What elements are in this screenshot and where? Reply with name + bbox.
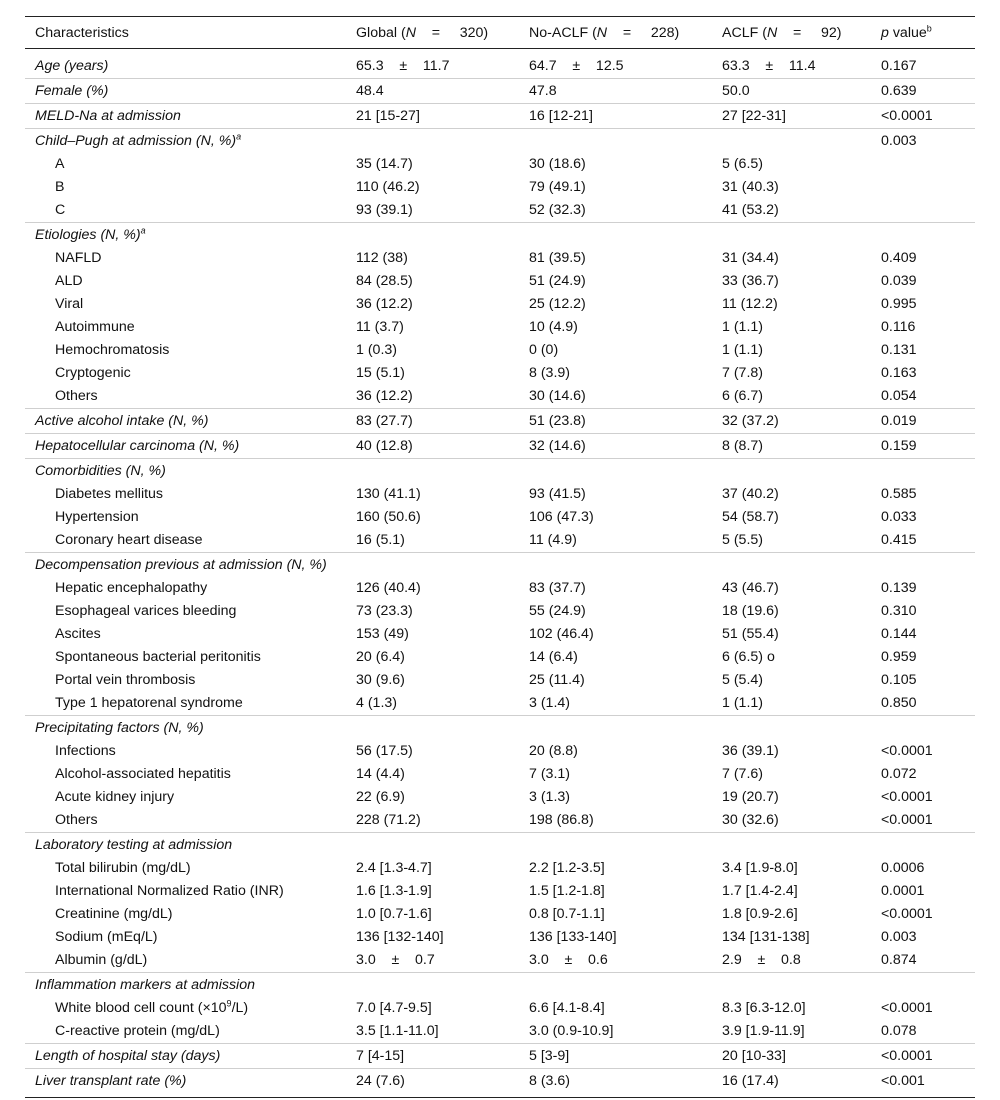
- p-value: <0.0001: [881, 743, 933, 759]
- p-value: <0.0001: [881, 906, 933, 922]
- aclf-value: [712, 459, 871, 484]
- no-aclf-value: [519, 129, 712, 154]
- row-label: Acute kidney injury: [55, 789, 175, 805]
- row-label: Sodium (mEq/L): [55, 929, 158, 945]
- row-label: Creatinine (mg/dL): [55, 906, 173, 922]
- table-row: [25, 79, 975, 104]
- aclf-value: 134 [131-138]: [722, 929, 810, 945]
- aclf-value: 3.9 [1.9-11.9]: [722, 1023, 805, 1039]
- global-value: 1 (0.3): [356, 342, 398, 358]
- no-aclf-value: 3.0 (0.9-10.9]: [529, 1023, 614, 1039]
- global-value: 15 (5.1): [356, 365, 405, 381]
- no-aclf-value: 64.7 ± 12.5: [529, 58, 624, 74]
- global-value: 21 [15-27]: [346, 104, 519, 129]
- row-label: Female (%): [25, 79, 346, 104]
- no-aclf-value: 25 (12.2): [529, 296, 586, 312]
- aclf-value: 5 (6.5): [722, 156, 764, 172]
- row-label: Liver transplant rate (%): [25, 1069, 346, 1098]
- aclf-value: 54 (58.7): [722, 509, 779, 525]
- aclf-value: 1 (1.1): [722, 342, 764, 358]
- p-value: 0.850: [881, 695, 917, 711]
- aclf-value: 50.0: [712, 79, 871, 104]
- global-value: 30 (9.6): [356, 672, 405, 688]
- no-aclf-value: 51 (24.9): [529, 273, 586, 289]
- aclf-value: 51 (55.4): [722, 626, 779, 642]
- p-value: 0.159: [871, 434, 975, 459]
- global-value: 136 [132-140]: [356, 929, 444, 945]
- p-value: 0.054: [881, 388, 917, 404]
- table-row: [25, 577, 975, 600]
- aclf-value: 1 (1.1): [722, 695, 764, 711]
- table-row: [25, 786, 975, 809]
- aclf-value: 6 (6.5) o: [722, 649, 775, 665]
- p-value: [871, 973, 975, 998]
- row-label: Length of hospital stay (days): [25, 1044, 346, 1069]
- table-row: [25, 973, 975, 998]
- aclf-value: 41 (53.2): [722, 202, 779, 218]
- row-label: C-reactive protein (mg/dL): [55, 1023, 220, 1039]
- global-value: 11 (3.7): [356, 319, 404, 335]
- header-row: [25, 17, 975, 49]
- no-aclf-value: 93 (41.5): [529, 486, 586, 502]
- no-aclf-value: 102 (46.4): [529, 626, 594, 642]
- global-value: [346, 129, 519, 154]
- row-label: Precipitating factors (N, %): [25, 716, 346, 741]
- table-row: [25, 459, 975, 484]
- p-value: [871, 833, 975, 858]
- no-aclf-value: 1.5 [1.2-1.8]: [529, 883, 605, 899]
- header-no-aclf: No-ACLF (N = 228): [519, 17, 712, 49]
- footnote-marker: a: [236, 131, 242, 142]
- global-value: 20 (6.4): [356, 649, 405, 665]
- no-aclf-value: 16 [12-21]: [519, 104, 712, 129]
- aclf-value: 2.9 ± 0.8: [722, 952, 801, 968]
- global-value: 3.5 [1.1-11.0]: [356, 1023, 439, 1039]
- no-aclf-value: 0.8 [0.7-1.1]: [529, 906, 605, 922]
- global-value: 112 (38): [356, 250, 408, 266]
- p-value: 0.995: [881, 296, 917, 312]
- table-row: [25, 740, 975, 763]
- p-value: 0.003: [881, 929, 917, 945]
- p-value: 0.167: [881, 58, 917, 74]
- p-value: <0.0001: [871, 1044, 975, 1069]
- row-label: MELD-Na at admission: [25, 104, 346, 129]
- global-value: 93 (39.1): [356, 202, 413, 218]
- table-row: [25, 716, 975, 741]
- global-value: 24 (7.6): [346, 1069, 519, 1098]
- p-value: 0.139: [881, 580, 917, 596]
- global-value: 2.4 [1.3-4.7]: [356, 860, 432, 876]
- row-label: Child–Pugh at admission (N, %)$^a$: [25, 129, 346, 154]
- table-row: [25, 316, 975, 339]
- table-row: [25, 646, 975, 669]
- table-row: [25, 763, 975, 786]
- no-aclf-value: 11 (4.9): [529, 532, 577, 548]
- aclf-value: 30 (32.6): [722, 812, 779, 828]
- aclf-value: 33 (36.7): [722, 273, 779, 289]
- header-aclf: ACLF (N = 92): [712, 17, 871, 49]
- row-label: Spontaneous bacterial peritonitis: [55, 649, 261, 665]
- aclf-value: 7 (7.6): [722, 766, 764, 782]
- row-label: Decompensation previous at admission (N, %): [25, 553, 346, 578]
- row-label: Esophageal varices bleeding: [55, 603, 237, 619]
- table-row: [25, 857, 975, 880]
- global-value: 160 (50.6): [356, 509, 421, 525]
- aclf-value: [712, 553, 871, 578]
- global-value: 35 (14.7): [356, 156, 413, 172]
- no-aclf-value: 8 (3.9): [529, 365, 571, 381]
- table-row: [25, 176, 975, 199]
- row-label: Ascites: [55, 626, 101, 642]
- p-value: [871, 223, 975, 248]
- row-label: Infections: [55, 743, 116, 759]
- row-label: ALD: [55, 273, 83, 289]
- aclf-value: 18 (19.6): [722, 603, 779, 619]
- header-characteristics: Characteristics: [25, 17, 346, 49]
- table-row: [25, 669, 975, 692]
- global-value: 83 (27.7): [346, 409, 519, 434]
- row-label: Hepatocellular carcinoma (N, %): [25, 434, 346, 459]
- header-p-value: p value$^b$: [871, 17, 975, 49]
- table-row: [25, 153, 975, 176]
- table-row: [25, 880, 975, 903]
- global-value: 110 (46.2): [356, 179, 420, 195]
- table-row: [25, 129, 975, 154]
- p-value: 0.003: [871, 129, 975, 154]
- table-row: [25, 339, 975, 362]
- row-label: A: [55, 156, 65, 172]
- row-label: Coronary heart disease: [55, 532, 203, 548]
- no-aclf-value: 47.8: [519, 79, 712, 104]
- aclf-value: 63.3 ± 11.4: [722, 58, 816, 74]
- aclf-value: 43 (46.7): [722, 580, 779, 596]
- table-row: [25, 104, 975, 129]
- no-aclf-value: 14 (6.4): [529, 649, 578, 665]
- aclf-value: 31 (40.3): [722, 179, 779, 195]
- table-row: [25, 949, 975, 973]
- table-row: [25, 434, 975, 459]
- p-value: 0.144: [881, 626, 917, 642]
- table-row: [25, 49, 975, 79]
- row-label: Hemochromatosis: [55, 342, 170, 358]
- p-value: <0.001: [871, 1069, 975, 1098]
- aclf-value: 20 [10-33]: [712, 1044, 871, 1069]
- p-value: 0.039: [881, 273, 917, 289]
- aclf-value: 36 (39.1): [722, 743, 779, 759]
- global-value: 7 [4-15]: [346, 1044, 519, 1069]
- row-label: NAFLD: [55, 250, 102, 266]
- no-aclf-value: 3 (1.3): [529, 789, 571, 805]
- p-value: 0.072: [881, 766, 917, 782]
- p-value: 0.415: [881, 532, 917, 548]
- table-row: [25, 506, 975, 529]
- p-value: 0.959: [881, 649, 917, 665]
- aclf-value: [712, 833, 871, 858]
- aclf-value: 32 (37.2): [712, 409, 871, 434]
- aclf-value: 37 (40.2): [722, 486, 779, 502]
- no-aclf-value: 30 (14.6): [529, 388, 586, 404]
- p-value: [871, 199, 975, 223]
- global-value: [346, 973, 519, 998]
- p-value: 0.033: [881, 509, 917, 525]
- no-aclf-value: 20 (8.8): [529, 743, 578, 759]
- row-label: Type 1 hepatorenal syndrome: [55, 695, 243, 711]
- global-value: [346, 223, 519, 248]
- aclf-value: 11 (12.2): [722, 296, 778, 312]
- table-row: [25, 270, 975, 293]
- p-value: 0.874: [881, 952, 917, 968]
- row-label: Portal vein thrombosis: [55, 672, 196, 688]
- global-value: 36 (12.2): [356, 296, 413, 312]
- aclf-value: 31 (34.4): [722, 250, 779, 266]
- global-value: 130 (41.1): [356, 486, 421, 502]
- no-aclf-value: [519, 973, 712, 998]
- no-aclf-value: [519, 223, 712, 248]
- no-aclf-value: 30 (18.6): [529, 156, 586, 172]
- global-value: 1.6 [1.3-1.9]: [356, 883, 432, 899]
- aclf-value: [712, 129, 871, 154]
- header-global: Global (N = 320): [346, 17, 519, 49]
- table-row: [25, 600, 975, 623]
- row-label: Autoimmune: [55, 319, 135, 335]
- table-row: [25, 809, 975, 833]
- no-aclf-value: 6.6 [4.1-8.4]: [529, 1000, 605, 1016]
- table-row: [25, 833, 975, 858]
- p-value: 0.0006: [881, 860, 925, 876]
- row-label: Viral: [55, 296, 84, 312]
- global-value: 84 (28.5): [356, 273, 413, 289]
- global-value: [346, 553, 519, 578]
- aclf-value: [712, 973, 871, 998]
- no-aclf-value: 7 (3.1): [529, 766, 571, 782]
- row-label: Total bilirubin (mg/dL): [55, 860, 191, 876]
- no-aclf-value: 106 (47.3): [529, 509, 594, 525]
- p-value: 0.310: [881, 603, 917, 619]
- p-value: 0.078: [881, 1023, 917, 1039]
- no-aclf-value: 55 (24.9): [529, 603, 586, 619]
- no-aclf-value: 10 (4.9): [529, 319, 578, 335]
- no-aclf-value: 5 [3-9]: [519, 1044, 712, 1069]
- row-label: Inflammation markers at admission: [25, 973, 346, 998]
- row-label: Diabetes mellitus: [55, 486, 164, 502]
- no-aclf-value: 3.0 ± 0.6: [529, 952, 608, 968]
- no-aclf-value: 198 (86.8): [529, 812, 594, 828]
- aclf-value: 6 (6.7): [722, 388, 764, 404]
- global-value: 40 (12.8): [346, 434, 519, 459]
- aclf-value: 16 (17.4): [712, 1069, 871, 1098]
- p-value: 0.105: [881, 672, 917, 688]
- table-row: [25, 903, 975, 926]
- no-aclf-value: 51 (23.8): [519, 409, 712, 434]
- p-value: 0.409: [881, 250, 917, 266]
- aclf-value: 8.3 [6.3-12.0]: [722, 1000, 806, 1016]
- p-value: <0.0001: [881, 812, 933, 828]
- no-aclf-value: 0 (0): [529, 342, 559, 358]
- row-label: Cryptogenic: [55, 365, 131, 381]
- table-row: [25, 409, 975, 434]
- p-value: 0.131: [881, 342, 917, 358]
- no-aclf-value: 136 [133-140]: [529, 929, 617, 945]
- no-aclf-value: [519, 553, 712, 578]
- row-label: Age (years): [35, 58, 109, 74]
- p-value: <0.0001: [871, 104, 975, 129]
- table-row: [25, 623, 975, 646]
- no-aclf-value: 3 (1.4): [529, 695, 571, 711]
- characteristics-table: [25, 16, 975, 1098]
- aclf-value: 1.7 [1.4-2.4]: [722, 883, 798, 899]
- p-value: [871, 716, 975, 741]
- p-value: 0.019: [871, 409, 975, 434]
- table-row: [25, 926, 975, 949]
- global-value: 36 (12.2): [356, 388, 413, 404]
- aclf-value: 19 (20.7): [722, 789, 779, 805]
- row-label: Albumin (g/dL): [55, 952, 148, 968]
- p-value: <0.0001: [881, 789, 933, 805]
- global-value: 7.0 [4.7-9.5]: [356, 1000, 432, 1016]
- p-value: 0.116: [881, 319, 916, 335]
- p-value: 0.163: [881, 365, 917, 381]
- row-label: Active alcohol intake (N, %): [25, 409, 346, 434]
- row-label: C: [55, 202, 66, 218]
- p-value: [871, 176, 975, 199]
- global-value: [346, 716, 519, 741]
- aclf-value: 1.8 [0.9-2.6]: [722, 906, 798, 922]
- table-header: [25, 17, 975, 49]
- no-aclf-value: [519, 833, 712, 858]
- global-value: 126 (40.4): [356, 580, 421, 596]
- p-value: 0.585: [881, 486, 917, 502]
- table-row: [25, 362, 975, 385]
- global-value: 22 (6.9): [356, 789, 405, 805]
- global-value: [346, 833, 519, 858]
- row-label: Others: [55, 388, 98, 404]
- p-value: [871, 553, 975, 578]
- table-row: [25, 1020, 975, 1044]
- row-label: B: [55, 179, 65, 195]
- p-value: [871, 459, 975, 484]
- table-body: [25, 49, 975, 1098]
- aclf-value: [712, 716, 871, 741]
- no-aclf-value: 52 (32.3): [529, 202, 586, 218]
- no-aclf-value: 8 (3.6): [519, 1069, 712, 1098]
- table-row: [25, 385, 975, 409]
- global-value: 73 (23.3): [356, 603, 413, 619]
- footnote-marker: 9: [226, 998, 232, 1009]
- global-value: 56 (17.5): [356, 743, 413, 759]
- global-value: 4 (1.3): [356, 695, 398, 711]
- no-aclf-value: 81 (39.5): [529, 250, 586, 266]
- aclf-value: [712, 223, 871, 248]
- row-label: Etiologies (N, %)$^a$: [25, 223, 346, 248]
- p-value: [871, 153, 975, 176]
- global-value: 14 (4.4): [356, 766, 405, 782]
- global-value: 153 (49): [356, 626, 409, 642]
- row-label: International Normalized Ratio (INR): [55, 883, 284, 899]
- no-aclf-value: [519, 716, 712, 741]
- row-label: Others: [55, 812, 98, 828]
- table-row: [25, 199, 975, 223]
- global-value: 1.0 [0.7-1.6]: [356, 906, 432, 922]
- aclf-value: 27 [22-31]: [712, 104, 871, 129]
- row-label: Hepatic encephalopathy: [55, 580, 208, 596]
- aclf-value: 1 (1.1): [722, 319, 764, 335]
- table-row: [25, 1069, 975, 1098]
- p-value: 0.639: [871, 79, 975, 104]
- table-row: [25, 692, 975, 716]
- table-row: [25, 247, 975, 270]
- table-row: [25, 1044, 975, 1069]
- row-label: Hypertension: [55, 509, 139, 525]
- table-row: [25, 997, 975, 1020]
- global-value: 16 (5.1): [356, 532, 405, 548]
- row-label: Comorbidities (N, %): [25, 459, 346, 484]
- global-value: 65.3 ± 11.7: [356, 58, 450, 74]
- no-aclf-value: [519, 459, 712, 484]
- table-row: [25, 529, 975, 553]
- table-row: [25, 293, 975, 316]
- aclf-value: 3.4 [1.9-8.0]: [722, 860, 798, 876]
- no-aclf-value: 25 (11.4): [529, 672, 585, 688]
- no-aclf-value: 83 (37.7): [529, 580, 586, 596]
- global-value: 3.0 ± 0.7: [356, 952, 435, 968]
- global-value: [346, 459, 519, 484]
- row-label: White blood cell count $(\times 10^9/L)$: [55, 998, 249, 1016]
- table-row: [25, 483, 975, 506]
- aclf-value: 7 (7.8): [722, 365, 764, 381]
- no-aclf-value: 79 (49.1): [529, 179, 586, 195]
- aclf-value: 5 (5.4): [722, 672, 764, 688]
- p-value: 0.0001: [881, 883, 925, 899]
- global-value: 228 (71.2): [356, 812, 421, 828]
- no-aclf-value: 2.2 [1.2-3.5]: [529, 860, 605, 876]
- characteristics-table-container: [25, 16, 975, 1098]
- p-value: <0.0001: [881, 1000, 933, 1016]
- table-row: [25, 223, 975, 248]
- aclf-value: 8 (8.7): [712, 434, 871, 459]
- global-value: 48.4: [346, 79, 519, 104]
- no-aclf-value: 32 (14.6): [519, 434, 712, 459]
- row-label: Alcohol-associated hepatitis: [55, 766, 231, 782]
- table-row: [25, 553, 975, 578]
- footnote-marker: a: [140, 225, 146, 236]
- aclf-value: 5 (5.5): [722, 532, 764, 548]
- row-label: Laboratory testing at admission: [25, 833, 346, 858]
